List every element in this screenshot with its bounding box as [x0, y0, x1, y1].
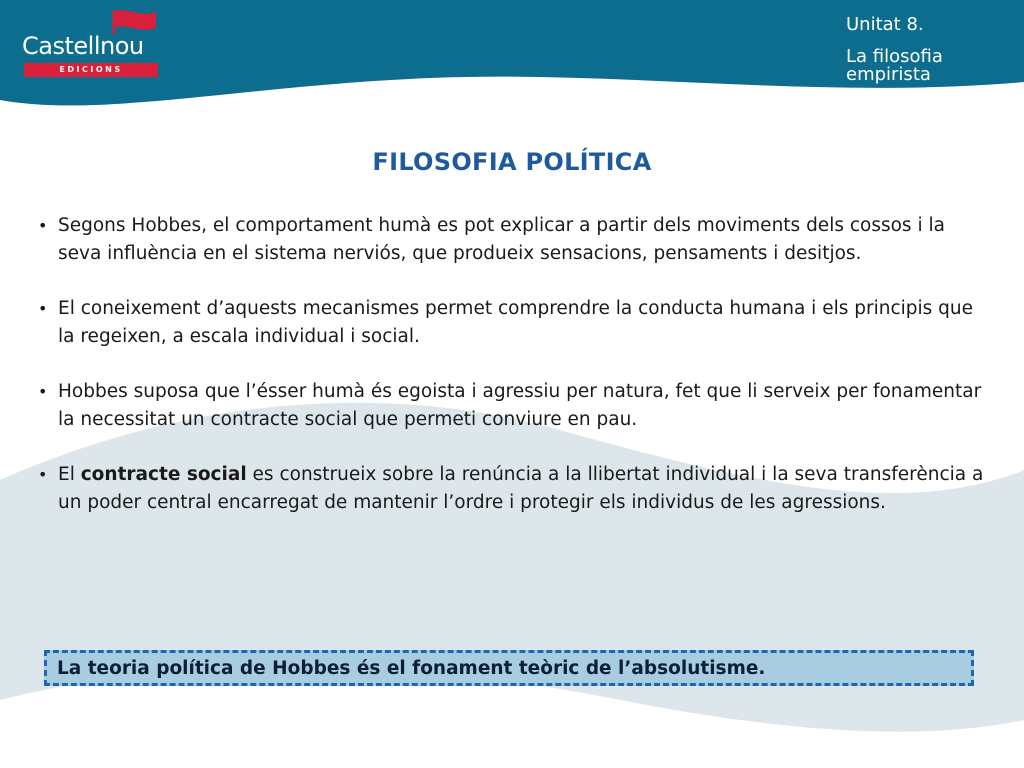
bullet-icon: •	[38, 465, 48, 484]
bullet-text: El coneixement d’aquests mecanismes permet comprendre la conducta humana i els principis que la regeixen, a escala individual i social.	[58, 298, 974, 347]
bullet-text-suffix: es construeix sobre la renúncia a la llibertat individual i la seva transferència a un poder central encarregat de mantenir l’ordre i protegir els individus de les agressions.	[58, 464, 984, 513]
bullet-text-prefix: El	[58, 464, 81, 485]
bullet-icon: •	[38, 299, 48, 318]
bullet-list	[38, 212, 988, 544]
bullet-item	[38, 295, 988, 351]
unit-title: Unitat 8.	[846, 14, 924, 35]
castellnou-logo	[22, 10, 160, 78]
slide-title: FILOSOFIA POLÍTICA	[372, 148, 652, 176]
brand-sub: EDICIONS	[24, 63, 158, 77]
bullet-icon: •	[38, 216, 48, 235]
unit-info	[846, 14, 1016, 84]
bullet-icon: •	[38, 382, 48, 401]
callout-text: La teoria política de Hobbes és el fonament teòric de l’absolutisme.	[57, 657, 766, 679]
bullet-item	[38, 378, 988, 434]
bullet-item	[38, 212, 988, 268]
flag-icon	[110, 8, 160, 34]
bullet-text: Segons Hobbes, el comportament humà es pot explicar a partir dels moviments dels cossos i la seva influència en el sistema nerviós, que produeix sensacions, pensaments i desitjos.	[58, 215, 945, 264]
bullet-item	[38, 461, 988, 517]
conclusion-callout	[44, 650, 974, 686]
bullet-text: Hobbes suposa que l’ésser humà és egoista i agressiu per natura, fet que li serveix per fonamentar la necessitat un contracte social que permeti conviure en pau.	[58, 381, 982, 430]
brand-name: Castellnou	[22, 32, 144, 60]
bullet-text-bold: contracte social	[80, 464, 247, 485]
unit-subtitle-line2: empirista	[846, 64, 931, 85]
unit-subtitle-line1: La filosofia	[846, 46, 943, 67]
